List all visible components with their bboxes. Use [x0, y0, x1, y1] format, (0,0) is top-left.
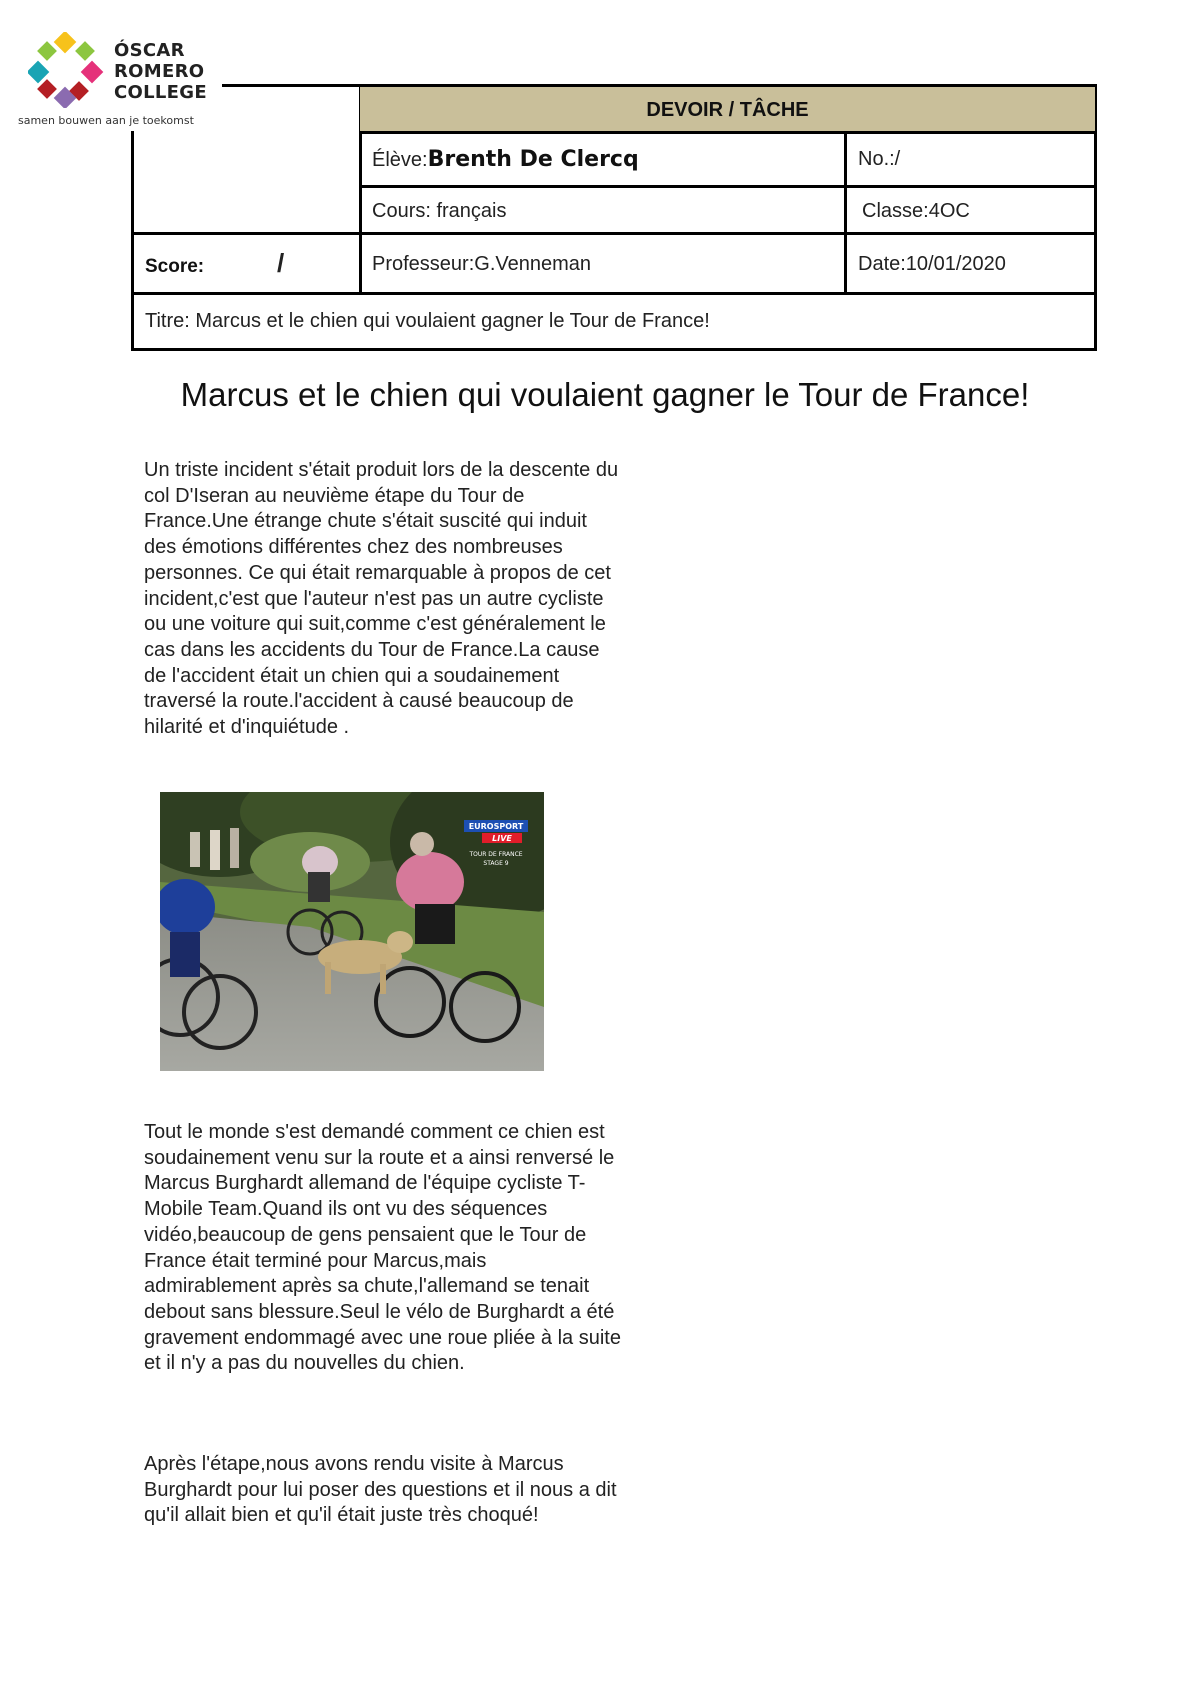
cyclists-dog-photo: [160, 792, 544, 1071]
table-line: [131, 292, 1097, 295]
assignment-type: DEVOIR / TÂCHE: [646, 99, 809, 121]
article-photo: [160, 792, 544, 1071]
article-paragraph-1: Un triste incident s'était produit lors de la descente du col D'Iseran au neuvième étape du Tour de France.Une étrange chute s'était suscité qui induit des émotions différentes chez des nombreuses personnes. Ce qui était remarquable à propos de cet incident,c'est que l'auteur n'est pas un autre cycliste ou une voiture qui suit,comme c'est généralement le cas dans les accidents du Tour de France.La cause de l'accident était un chien qui a soudainement traversé la route.l'accident à causé beaucoup de hilarité et d'inquiétude .: [144, 459, 619, 739]
overlay-caption-1: TOUR DE FRANCE: [469, 851, 523, 858]
table-line: [131, 131, 134, 351]
student-field: [372, 147, 639, 172]
title-field: Titre: Marcus et le chien qui voulaient gagner le Tour de France!: [145, 310, 710, 332]
school-name-line-3: COLLEGE: [114, 82, 207, 103]
table-line: [359, 185, 1097, 188]
score-value: /: [277, 248, 285, 278]
date-field: Date:10/01/2020: [858, 253, 1006, 275]
number-field: No.:/: [858, 148, 901, 170]
teacher-field: Professeur:G.Venneman: [372, 253, 592, 275]
table-line: [131, 348, 1097, 351]
table-line: [359, 131, 1097, 134]
school-name-line-1: ÓSCAR: [114, 40, 185, 61]
live-badge: LIVE: [492, 834, 512, 843]
school-name-line-2: ROMERO: [114, 61, 205, 82]
score-label: Score:: [145, 256, 205, 277]
overlay-caption-2: STAGE 9: [483, 860, 509, 867]
course-field: Cours: français: [372, 200, 507, 222]
school-logo-mark: [28, 32, 104, 108]
broadcaster-brand: EUROSPORT: [468, 822, 524, 831]
article-paragraph-3: Après l'étape,nous avons rendu visite à Marcus Burghardt pour lui poser des questions et il nous a dit qu'il allait bien et qu'il était juste très choqué!: [144, 1453, 617, 1527]
assignment-title-band: [360, 87, 1095, 131]
student-name: Brenth De Clercq: [427, 147, 639, 172]
table-line: [131, 232, 1097, 235]
student-label: Élève:: [372, 149, 428, 171]
school-tagline: samen bouwen aan je toekomst: [18, 114, 194, 127]
class-field: Classe:4OC: [862, 200, 970, 222]
table-line: [844, 131, 847, 295]
assignment-header-table: [131, 84, 1097, 351]
article-paragraph-2: Tout le monde s'est demandé comment ce chien est soudainement venu sur la route et a ainsi renversé le Marcus Burghardt allemand de l'équipe cycliste T-Mobile Team.Quand ils ont vu des séquences vidéo,beaucoup de gens pensaient que le Tour de France était terminé pour Marcus,mais admirablement après sa chute,l'allemand se tenait debout sans blessure.Seul le vélo de Burghardt a été gravement endommagé avec une roue pliée à la suite et il n'y a pas du nouvelles du chien.: [144, 1121, 621, 1375]
article-title: Marcus et le chien qui voulaient gagner le Tour de France!: [180, 376, 1030, 413]
